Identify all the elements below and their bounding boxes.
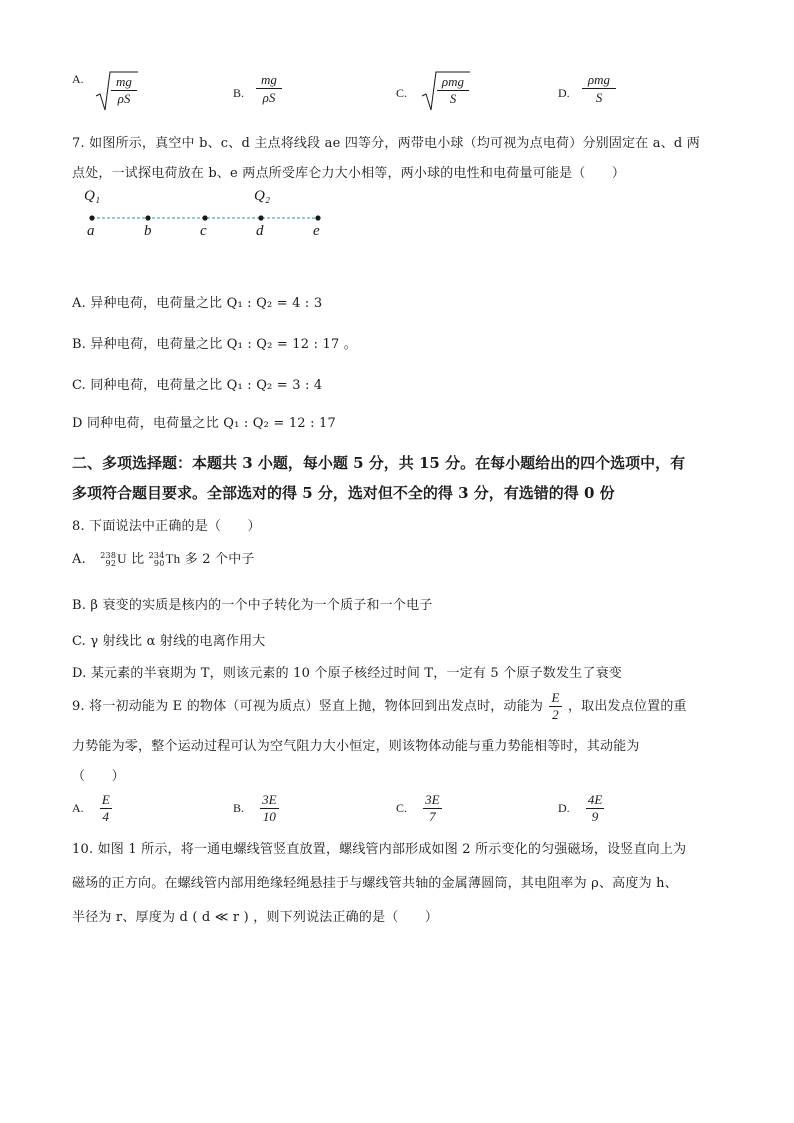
q6-option-d-formula xyxy=(582,72,616,107)
section2-heading-line2: 多项符合题目要求。全部选对的得 5 分，选对但不全的得 3 分，有选错的得 0 份 xyxy=(72,484,615,502)
point-e xyxy=(315,215,320,220)
uranium-isotope-numbers: 238 92 xyxy=(100,550,117,568)
point-c xyxy=(202,215,207,220)
point-label-a: a xyxy=(87,223,95,239)
point-label-b: b xyxy=(144,223,152,239)
q10-stem-line2: 磁场的正方向。在螺线管内部用绝缘轻绳悬挂于与螺线管共轴的金属薄圆筒，其电阻率为 ρ、高度为 h、 xyxy=(72,876,678,891)
q7-stem-line1: 7. 如图所示，真空中 b、c、d 主点将线段 ae 四等分，两带电小球（均可视为点电荷）分别固定在 a、d 两 xyxy=(72,136,700,151)
q7-option-a: A. 异种电荷，电荷量之比 Q₁ : Q₂ = 4 : 3 xyxy=(72,296,323,311)
point-label-c: c xyxy=(200,223,207,239)
q7-option-d: D 同种电荷，电荷量之比 Q₁ : Q₂ = 12 : 17 xyxy=(72,416,336,431)
fraction-denominator: S xyxy=(582,88,616,107)
fraction-numerator: ρmg xyxy=(441,74,465,89)
q6-option-d xyxy=(558,86,570,101)
fraction-e-over-2: $\frac{E}{2}$ xyxy=(551,690,560,722)
point-d xyxy=(258,215,263,220)
q9-stem-line2: 力势能为零，整个运动过程可认为空气阻力大小恒定，则该物体动能与重力势能相等时，其动能为 xyxy=(72,739,640,754)
q8-stem: 8. 下面说法中正确的是（ ） xyxy=(72,519,261,534)
option-fraction: $\frac{3E}{10}$ xyxy=(262,792,277,824)
thorium-symbol: Th xyxy=(165,551,181,566)
q8-option-b: B. β 衰变的实质是核内的一个中子转化为一个质子和一个电子 xyxy=(72,598,433,613)
option-letter: D. xyxy=(558,86,570,100)
q9-option-a xyxy=(72,792,112,825)
q9-stem-part2: ，取出发点位置的重 xyxy=(567,699,687,714)
q8-option-c: C. γ 射线比 α 射线的电离作用大 xyxy=(72,634,266,649)
option-a-tail: 多 2 个中子 xyxy=(184,552,255,567)
q9-stem-part1: 9. 将一初动能为 E 的物体（可视为质点）竖直上抛，物体回到出发点时，动能为 xyxy=(72,699,544,714)
option-letter: A. xyxy=(72,801,84,815)
option-letter: A. xyxy=(72,552,86,567)
q7-option-b: B. 异种电荷，电荷量之比 Q₁ : Q₂ = 12 : 17 。 xyxy=(72,337,357,352)
q9-stem-line3: （ ） xyxy=(72,769,125,784)
point-label-e: e xyxy=(313,223,320,239)
option-letter: D. xyxy=(558,801,570,815)
uranium-symbol: U xyxy=(117,551,127,566)
charge-line-diagram xyxy=(80,188,340,248)
q6-option-a xyxy=(72,72,84,87)
q8-option-d: D. 某元素的半衰期为 T，则该元素的 10 个原子核经过时间 T，一定有 5 个原子数发生了衰变 xyxy=(72,666,622,681)
thorium-isotope-numbers: 234 90 xyxy=(148,550,165,568)
option-letter: C. xyxy=(396,801,408,815)
q6-option-c xyxy=(396,86,407,101)
option-fraction: $\frac{3E}{7}$ xyxy=(425,792,440,824)
point-label-d: d xyxy=(256,223,264,239)
q7-option-c: C. 同种电荷，电荷量之比 Q₁ : Q₂ = 3 : 4 xyxy=(72,378,323,393)
q10-stem-line3: 半径为 r、厚度为 d ( d ≪ r ) ，则下列说法正确的是（ ） xyxy=(72,910,439,925)
charge-label-q2: Q₂ xyxy=(254,188,271,204)
charge-label-q1: Q₁ xyxy=(84,188,101,204)
point-b xyxy=(145,215,150,220)
q9-option-c xyxy=(396,792,442,825)
option-letter: B. xyxy=(233,86,245,100)
section2-heading-line1: 二、多项选择题：本题共 3 小题，每小题 5 分，共 15 分。在每小题给出的四个选项中，有 xyxy=(72,454,686,472)
point-a xyxy=(89,215,94,220)
q10-stem-line1: 10. 如图 1 所示，将一通电螺线管竖直放置，螺线管内部形成如图 2 所示变化的匀强磁场，设竖直向上为 xyxy=(72,842,687,857)
fraction-denominator: ρS xyxy=(111,90,137,107)
q9-stem-line1 xyxy=(72,690,687,723)
q6-option-b-formula xyxy=(256,72,282,107)
option-letter: C. xyxy=(396,86,408,100)
q8-option-a xyxy=(72,548,255,568)
option-fraction: $\frac{E}{4}$ xyxy=(101,792,110,824)
q6-option-b xyxy=(233,86,244,101)
fraction-numerator: mg xyxy=(261,72,277,87)
option-fraction: $\frac{4E}{9}$ xyxy=(587,792,603,824)
option-letter: B. xyxy=(233,801,245,815)
q7-stem-line2: 点处，一试探电荷放在 b、e 两点所受库仑力大小相等，两小球的电性和电荷量可能是（ ） xyxy=(72,166,626,181)
option-letter: A. xyxy=(72,72,84,86)
q7-figure xyxy=(80,188,340,248)
comparison-word: 比 xyxy=(131,552,145,567)
q9-option-b xyxy=(233,792,279,825)
q9-option-d xyxy=(558,792,604,825)
fraction-numerator: mg xyxy=(116,74,132,89)
fraction-denominator: S xyxy=(437,90,469,107)
fraction-denominator: ρS xyxy=(256,88,282,107)
fraction-numerator: ρmg xyxy=(587,72,611,87)
